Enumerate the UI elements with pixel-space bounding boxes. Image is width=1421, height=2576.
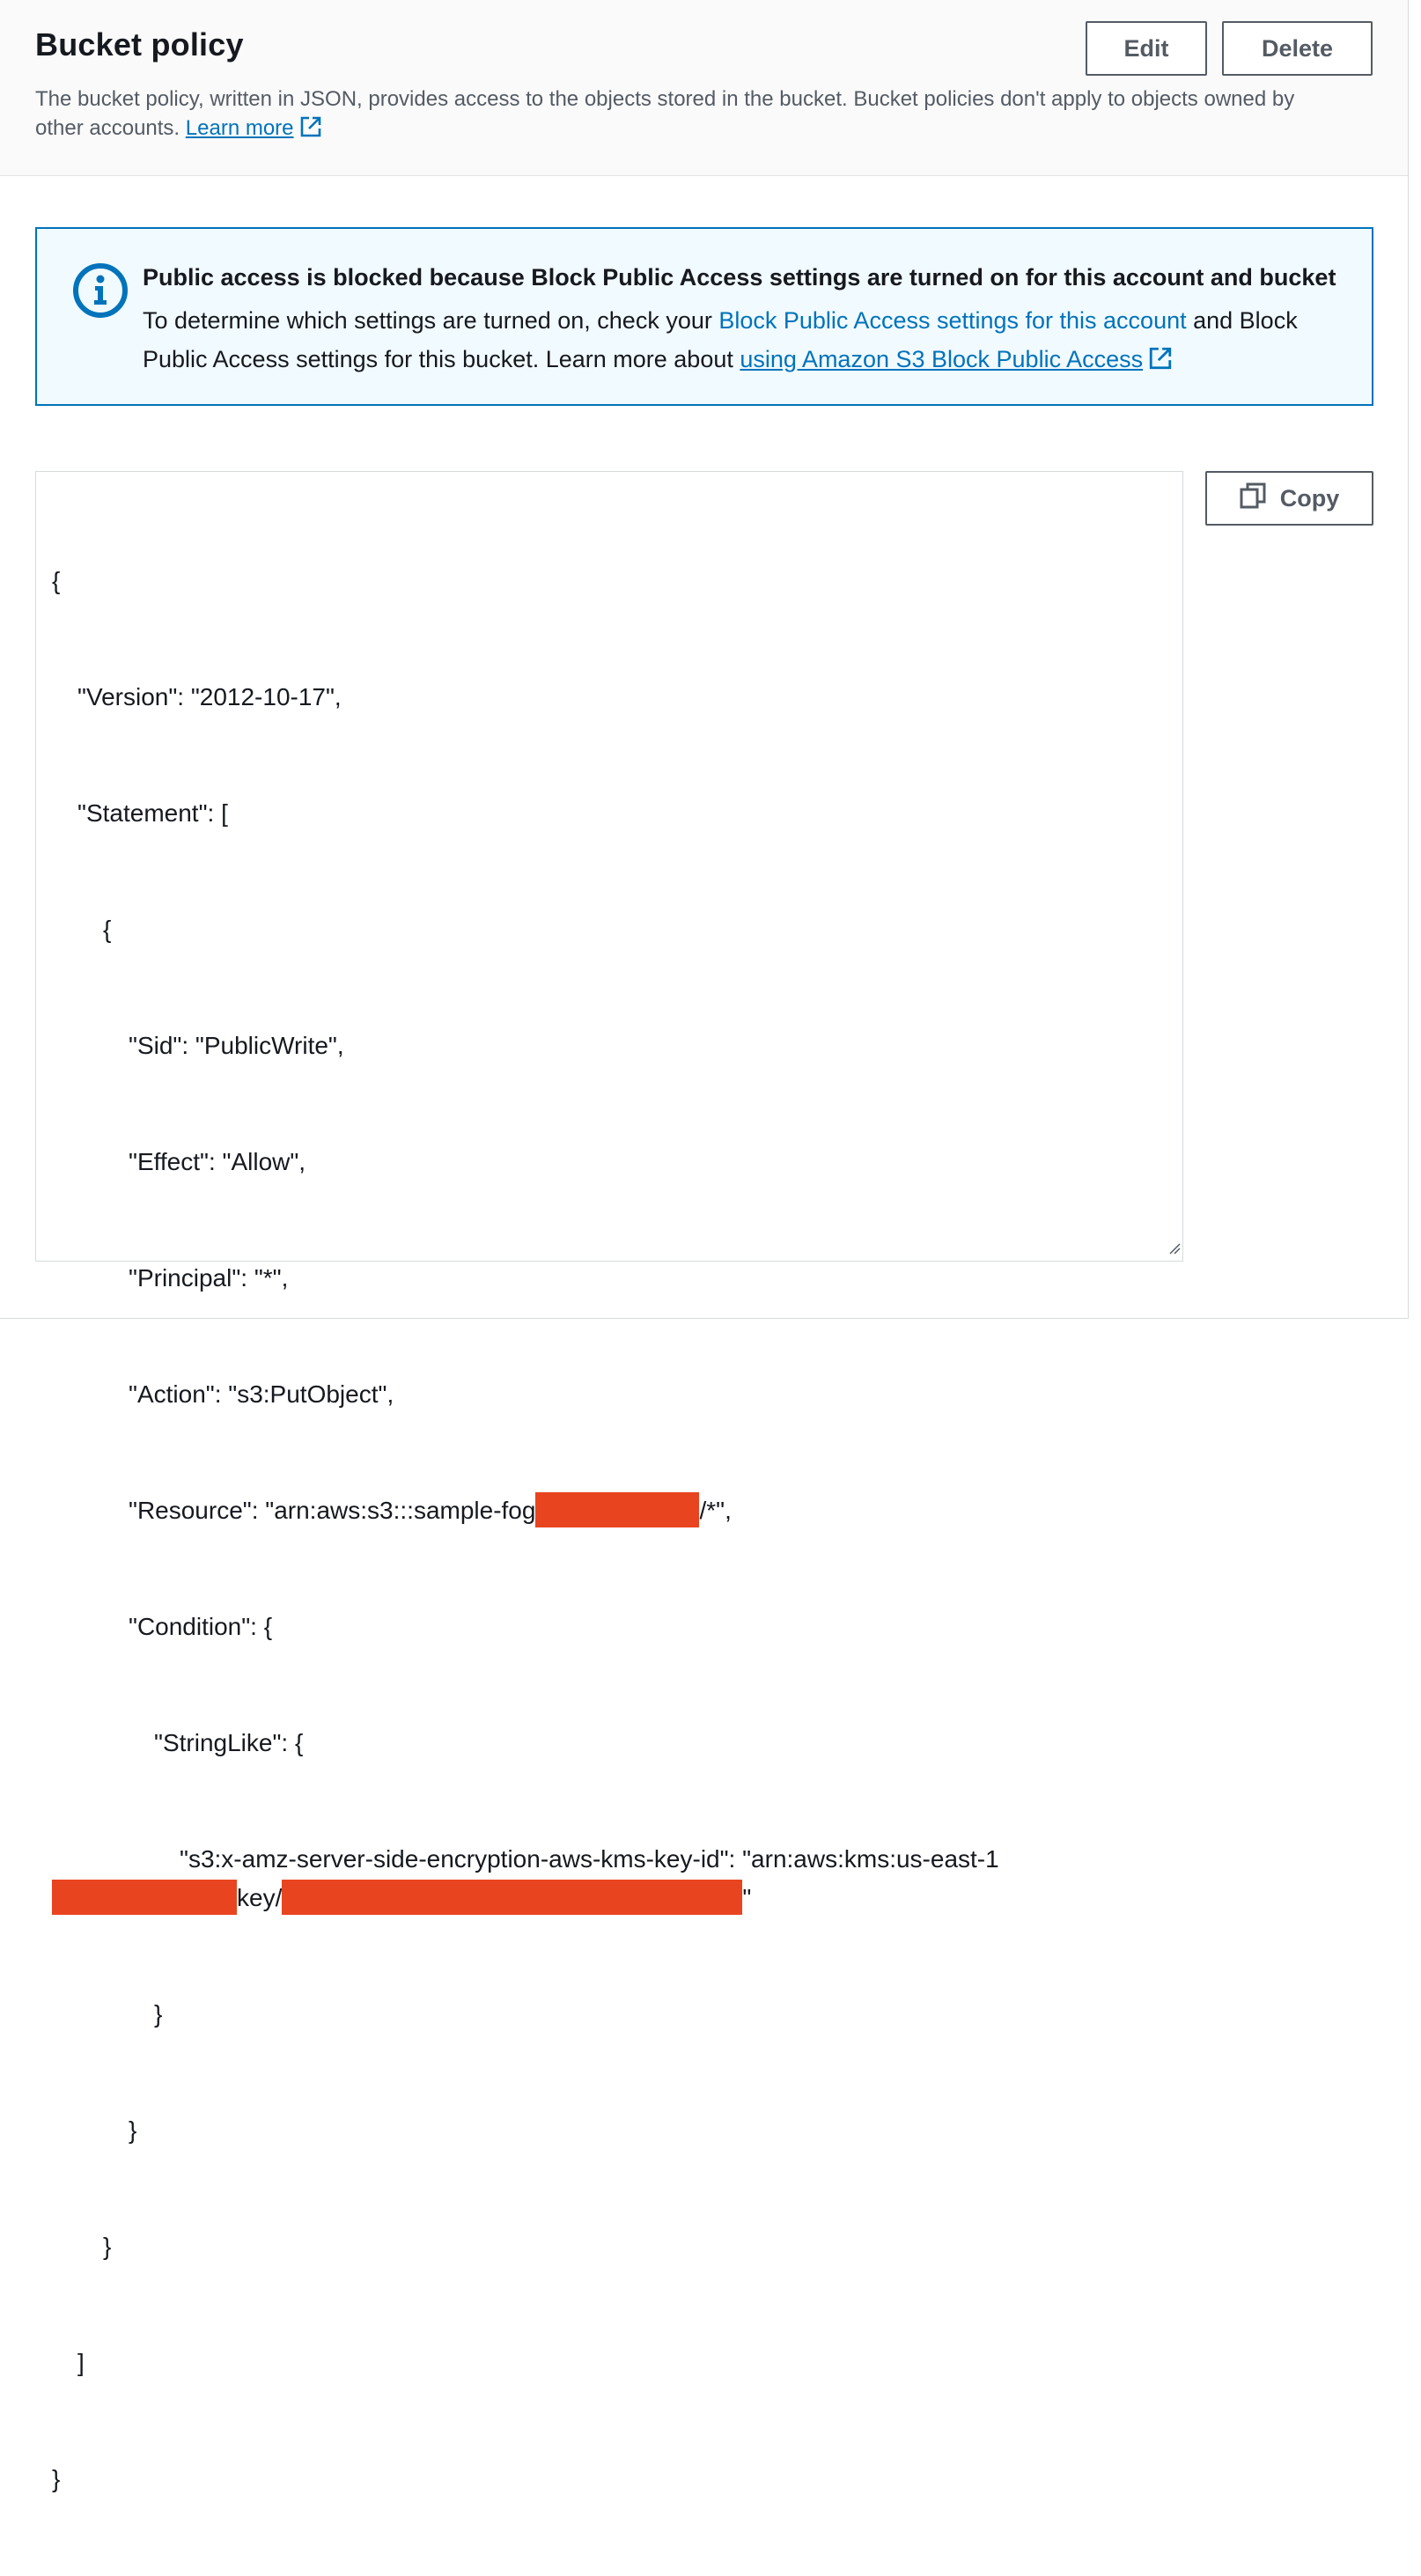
delete-button[interactable]: Delete	[1222, 21, 1373, 76]
json-line: }	[154, 2000, 163, 2028]
s3-bpa-link-label: using Amazon S3 Block Public Access	[740, 346, 1144, 372]
edit-button[interactable]: Edit	[1086, 21, 1207, 76]
resize-handle-icon[interactable]	[1168, 1242, 1181, 1259]
kms-key-mid: key/	[237, 1884, 283, 1911]
redaction-bar	[282, 1880, 742, 1915]
alert-title: Public access is blocked because Block Public Access settings are turned on for this account and bucket	[143, 264, 1336, 291]
json-line: }	[52, 2465, 61, 2492]
json-line: {	[52, 567, 61, 594]
json-line-kms-key	[52, 1840, 1091, 1917]
public-access-blocked-alert	[35, 227, 1373, 406]
copy-icon	[1240, 482, 1266, 515]
block-public-access-account-link[interactable]: Block Public Access settings for this account	[718, 307, 1187, 334]
alert-body-prefix: To determine which settings are turned on, check your	[143, 307, 712, 334]
redaction-bar	[52, 1880, 237, 1915]
page-title: Bucket policy	[35, 26, 244, 63]
json-line: {	[103, 916, 112, 943]
kms-key-suffix: "	[742, 1884, 752, 1911]
alert-body-middle: and Block Public Access settings for this bucket. Learn more about	[143, 307, 1298, 372]
external-link-icon	[299, 115, 322, 146]
copy-label: Copy	[1279, 484, 1340, 512]
json-line-effect: "Effect": "Allow",	[129, 1148, 306, 1175]
panel-description	[35, 85, 1338, 146]
info-icon	[72, 262, 129, 323]
policy-json-viewer[interactable]	[35, 471, 1183, 2492]
copy-button[interactable]	[1205, 471, 1373, 526]
json-line-statement: "Statement": [	[77, 799, 228, 827]
description-text: The bucket policy, written in JSON, provides access to the objects stored in the bucket. Bucket policies don't apply to objects owned by other accounts.	[35, 87, 1295, 140]
json-line-sid: "Sid": "PublicWrite",	[129, 1032, 344, 1059]
json-line: }	[129, 2116, 137, 2144]
json-line-stringlike: "StringLike": {	[154, 1729, 304, 1756]
external-link-icon	[1148, 343, 1173, 382]
json-line-resource	[52, 1491, 1091, 1530]
policy-json-code	[52, 484, 1091, 2576]
learn-more-link[interactable]	[186, 116, 322, 140]
redaction-bar	[535, 1492, 699, 1527]
kms-key-prefix: "s3:x-amz-server-side-encryption-aws-kms-key-id": "arn:aws:kms:us-east-1	[180, 1845, 999, 1873]
json-line-action: "Action": "s3:PutObject",	[129, 1380, 394, 1408]
json-line-principal: "Principal": "*",	[129, 1264, 289, 1292]
resource-prefix: "Resource": "arn:aws:s3:::sample-fog	[129, 1497, 536, 1524]
alert-body	[143, 301, 1340, 382]
s3-block-public-access-link[interactable]	[740, 346, 1173, 372]
learn-more-label: Learn more	[185, 116, 294, 140]
json-line: ]	[77, 2349, 85, 2376]
panel-header	[0, 0, 1408, 176]
json-line-condition: "Condition": {	[129, 1613, 273, 1640]
json-line-version: "Version": "2012-10-17",	[77, 683, 342, 710]
json-line: }	[103, 2233, 112, 2260]
resource-suffix: /*",	[699, 1497, 732, 1524]
